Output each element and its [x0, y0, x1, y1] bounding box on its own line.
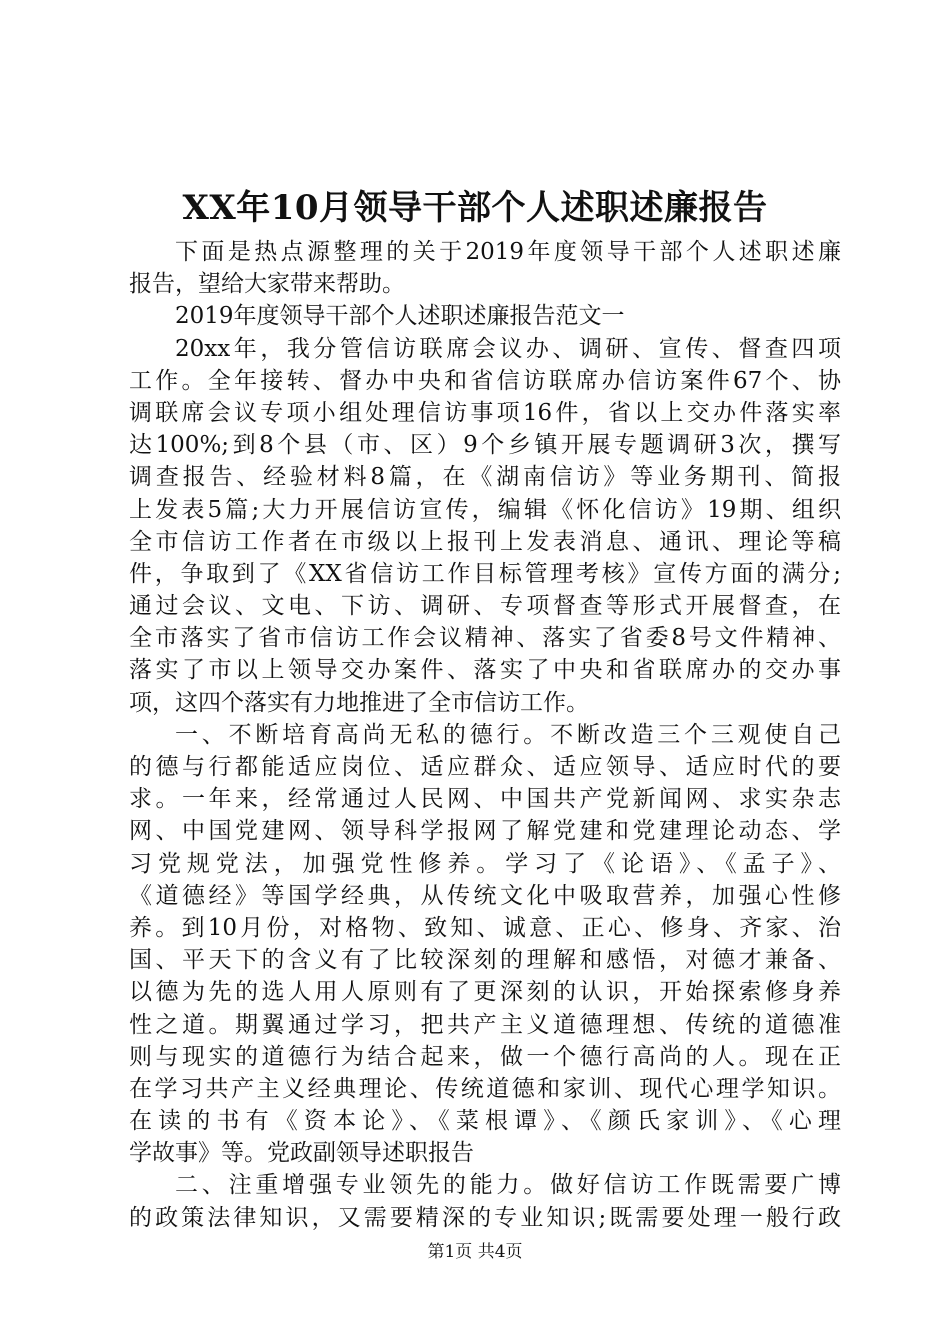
text-line: 学故事》等。党政副领导述职报告	[129, 1140, 474, 1167]
text-line: 2019年度领导干部个人述职述廉报告范文一	[175, 303, 625, 330]
text-line: 项，这四个落实有力地推进了全市信访工作。	[129, 689, 589, 716]
text-line: 工作。全年接转、督办中央和省信访联席办信访案件67个、协	[129, 367, 841, 394]
text-line: 上发表5篇;大力开展信访宣传，编辑《怀化信访》19期、组织	[129, 496, 841, 523]
paragraph	[129, 719, 841, 1170]
document-title: XX年10月领导干部个人述职述廉报告	[182, 188, 768, 228]
text-line: 《道德经》等国学经典，从传统文化中吸取营养，加强心性修	[129, 882, 841, 909]
text-line: 20xx年，我分管信访联席会议办、调研、宣传、督查四项	[175, 335, 841, 362]
text-line: 全市信访工作者在市级以上报刊上发表消息、通讯、理论等稿	[129, 528, 841, 555]
text-line: 一、不断培育高尚无私的德行。不断改造三个三观使自己	[175, 721, 841, 748]
text-line: 二、注重增强专业领先的能力。做好信访工作既需要广博	[175, 1172, 841, 1199]
paragraph	[129, 1169, 841, 1233]
text-line: 在读的书有《资本论》、《菜根谭》、《颜氏家训》、《心理	[129, 1108, 841, 1135]
paragraph	[129, 236, 841, 300]
text-line: 报告，望给大家带来帮助。	[129, 271, 405, 298]
text-line: 调查报告、经验材料8篇，在《湖南信访》等业务期刊、简报	[129, 464, 841, 491]
text-line: 达100%;到8个县（市、区）9个乡镇开展专题调研3次，撰写	[129, 432, 841, 459]
text-line: 件，争取到了《XX省信访工作目标管理考核》宣传方面的满分;	[129, 560, 841, 587]
paragraph	[129, 333, 841, 719]
page-number-footer: 第1页 共4页	[427, 1242, 523, 1262]
text-line: 性之道。期翼通过学习，把共产主义道德理想、传统的道德准	[129, 1011, 841, 1038]
text-line: 的德与行都能适应岗位、适应群众、适应领导、适应时代的要	[129, 754, 841, 780]
text-line: 则与现实的道德行为结合起来，做一个德行高尚的人。现在正	[129, 1043, 841, 1070]
text-line: 落实了市以上领导交办案件、落实了中央和省联席办的交办事	[129, 657, 841, 684]
text-line: 全市落实了省市信访工作会议精神、落实了省委8号文件精神、	[129, 625, 841, 652]
text-line: 网、中国党建网、领导科学报网了解党建和党建理论动态、学	[129, 818, 841, 845]
subheading	[129, 300, 841, 332]
text-line: 习党规党法，加强党性修养。学习了《论语》、《孟子》、	[129, 850, 841, 877]
text-line: 调联席会议专项小组处理信访事项16件，省以上交办件落实率	[129, 399, 841, 426]
text-line: 通过会议、文电、下访、调研、专项督查等形式开展督查，在	[129, 593, 841, 620]
text-line: 的政策法律知识，又需要精深的专业知识;既需要处理一般行政	[129, 1204, 841, 1231]
text-line: 下面是热点源整理的关于2019年度领导干部个人述职述廉	[175, 239, 841, 265]
document-body	[129, 236, 841, 1234]
text-line: 求。一年来，经常通过人民网、中国共产党新闻网、求实杂志	[129, 786, 841, 813]
text-line: 国、平天下的含义有了比较深刻的理解和感悟，对德才兼备、	[129, 947, 841, 974]
text-line: 在学习共产主义经典理论、传统道德和家训、现代心理学知识。	[129, 1075, 841, 1102]
text-line: 以德为先的选人用人原则有了更深刻的认识，开始探索修身养	[129, 979, 841, 1006]
text-line: 养。到10月份，对格物、致知、诚意、正心、修身、齐家、治	[129, 914, 841, 941]
